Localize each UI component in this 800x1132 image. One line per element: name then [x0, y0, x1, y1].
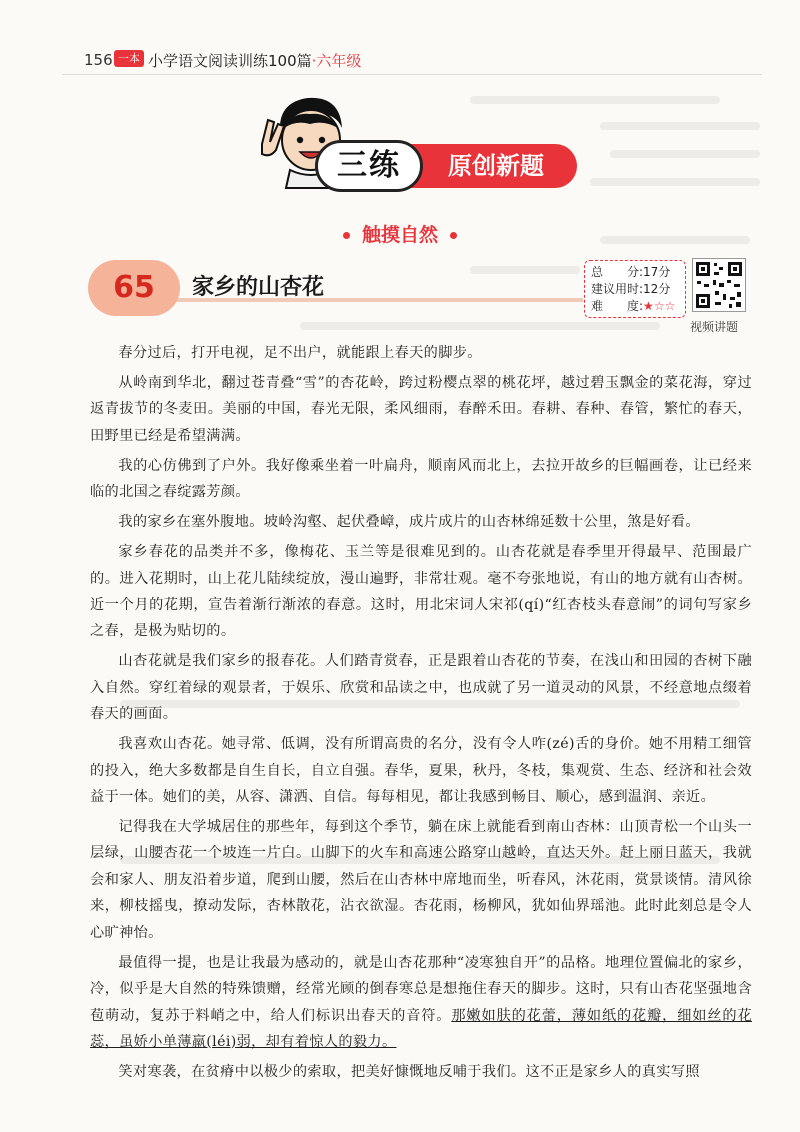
book-title [148, 50, 361, 71]
underlined-sentence: 那嫩如肤的花蕾，薄如纸的花瓣，细如丝的花蕊，虽娇小单薄羸(léi)弱，却有着惊人的毅力。 [90, 1007, 752, 1050]
paragraph: 家乡春花的品类并不多，像梅花、玉兰等是很难见到的。山杏花就是春季里开得最早、范围最广的。进入花期时，山上花儿陆续绽放，漫山遍野，非常壮观。毫不夸张地说，有山的地方就有山杏树。近一个月的花期，宣告着渐行渐浓的春意。这时，用北宋词人宋祁(qí)“红杏枝头春意闹”的词句写家乡之春，是极为贴切的。 [90, 544, 752, 640]
book-title-text: 小学语文阅读训练100篇 [148, 52, 312, 70]
paragraph: 我的心仿佛到了户外。我好像乘坐着一叶扁舟，顺南风而北上，去拉开故乡的巨幅画卷，让已经来临的北国之春绽露芳颜。 [90, 457, 752, 501]
difficulty-row [591, 298, 679, 315]
time-label: 建议用时: [591, 282, 644, 296]
bullet-dot-icon [450, 232, 457, 239]
qr-caption: 视频讲题 [690, 320, 739, 334]
paragraph: 山杏花就是我们家乡的报春花。人们踏青赏春，正是跟着山杏花的节奏，在浅山和田园的杏树下融入自然。穿红着绿的观景者，于娱乐、欣赏和品读之中，也成就了另一道灵动的风景，不经意地点缀着春天的画面。 [90, 653, 752, 723]
bullet-dot-icon [343, 232, 350, 239]
section-banner [315, 140, 577, 192]
theme-heading [0, 220, 800, 247]
difficulty-label: 难 度: [591, 299, 644, 313]
theme-text: 触摸自然 [361, 224, 438, 246]
total-value: 17分 [643, 265, 671, 279]
brand-logo: 一本 [114, 50, 144, 67]
paragraph: 我喜欢山杏花。她寻常、低调，没有所谓高贵的名分，没有令人咋(zé)舌的身价。她不用精工细管的投入，绝大多数都是自生自长，自立自强。春华，夏果，秋丹，冬枝，集观赏、生态、经济和社会效益于一体。她们的美，从容、潇洒、自信。每每相见，都让我感到畅目、顺心，感到温润、亲近。 [90, 736, 752, 806]
book-grade: 六年级 [316, 52, 362, 70]
paragraph: 记得我在大学城居住的那些年，每到这个季节，躺在床上就能看到南山杏林：山顶青松一个山头一层绿，山腰杏花一个坡连一片白。山脚下的火车和高速公路穿山越岭，直达天外。赶上丽日蓝天，我就会和家人、朋友沿着步道，爬到山腰，然后在山杏林中席地而坐，听春风，沐花雨，赏景谈情。清风徐来，柳枝摇曳，撩动发际，杏林散花，沾衣欲湿。杏花雨，杨柳风，犹如仙界瑶池。此时此刻总是令人心旷神怡。 [90, 819, 752, 941]
banner-subtitle: 原创新题 [397, 144, 577, 188]
paragraph-text: 最值得一提，也是让我最为感动的，就是山杏花那种“凌寒独自开”的品格。地理位置偏北的家乡，冷，似乎是大自然的特殊馈赠，经常光顾的倒春寒总是想拖住春天的脚步。这时，只有山杏花坚强地含苞萌动，复苏于料峭之中，给人们标识出春天的音符。 [90, 954, 752, 1024]
paragraph: 从岭南到华北，翻过苍青叠“雪”的杏花岭，跨过粉樱点翠的桃花坪，越过碧玉飘金的菜花海，穿过返青拔节的冬麦田。美丽的中国，春光无限，柔风细雨，春醉禾田。春耕、春种、春管，繁忙的春天，田野里已经是希望满满。 [90, 375, 752, 444]
header-rule [62, 74, 762, 75]
qr-code-icon[interactable] [692, 258, 746, 312]
lesson-title: 家乡的山杏花 [192, 275, 325, 300]
total-score-row [591, 264, 679, 281]
banner-title: 三练 [315, 140, 423, 192]
total-label: 总 分: [591, 265, 644, 279]
paragraph: 笑对寒袭，在贫瘠中以极少的索取，把美好慷慨地反哺于我们。这不正是家乡人的真实写照 [118, 1063, 700, 1080]
difficulty-stars-filled: ★ [643, 299, 654, 313]
title-separator: · [311, 52, 317, 70]
page-number: 156 [84, 51, 113, 69]
paragraph: 我的家乡在塞外腹地。坡岭沟壑、起伏叠嶂，成片成片的山杏林绵延数十公里，煞是好看。 [118, 514, 700, 531]
article-body [90, 340, 752, 1089]
difficulty-stars-empty: ☆☆ [653, 299, 676, 313]
time-row [591, 281, 679, 298]
score-info-box [584, 260, 686, 318]
lesson-heading [88, 260, 583, 316]
page-header [62, 47, 762, 73]
lesson-number: 65 [88, 260, 180, 316]
paragraph: 春分过后，打开电视，足不出户，就能跟上春天的脚步。 [118, 345, 482, 361]
paragraph [90, 950, 752, 1056]
time-value: 12分 [643, 282, 671, 296]
